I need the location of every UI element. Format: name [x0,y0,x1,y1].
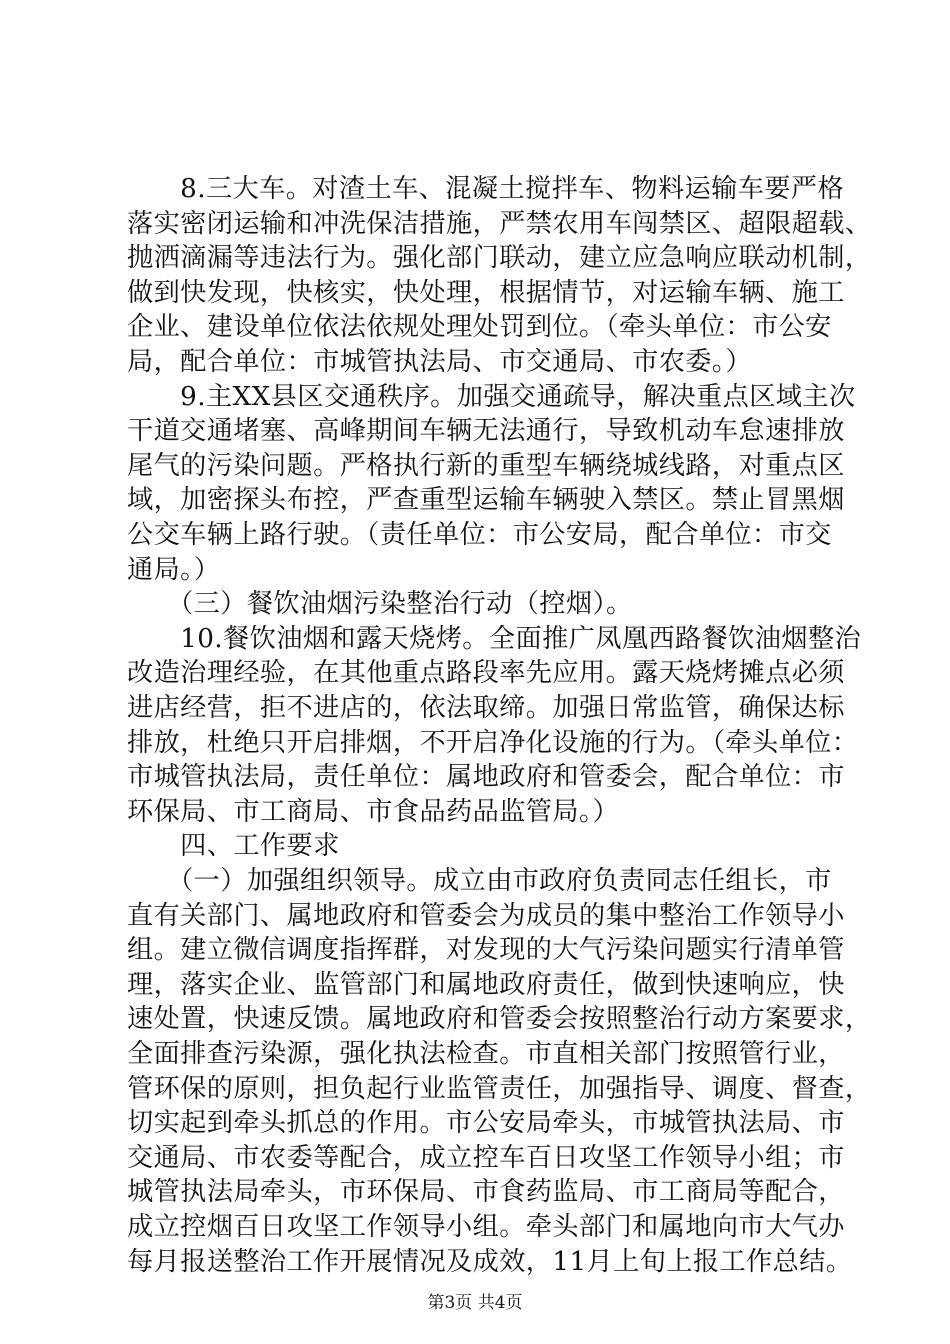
text-line: 市城管执法局，责任单位：属地政府和管委会，配合单位：市 [127,762,845,793]
text-line: 企业、建设单位依法依规处理处罚到位。（牵头单位：市公安 [127,312,832,343]
text-line: 9.主XX县区交通秩序。加强交通疏导，解决重点区域主次 [127,381,856,412]
text-line: 城管执法局牵头，市环保局、市食药监局、市工商局等配合， [127,1177,845,1208]
text-line: 局，配合单位：市城管执法局、市交通局、市农委。） [127,347,752,377]
page-number-footer: 第3页 共4页 [427,1293,523,1313]
text-line: 做到快发现，快核实，快处理，根据情节，对运输车辆、施工 [127,277,845,308]
text-line: 干道交通堵塞、高峰期间车辆无法通行，导致机动车怠速排放 [127,416,845,447]
section-heading: 四、工作要求 [127,831,340,862]
text-line: 改造治理经验，在其他重点路段率先应用。露天烧烤摊点必须 [127,658,845,689]
text-line: 排放，杜绝只开启排烟，不开启净化设施的行为。（牵头单位： [127,727,859,758]
text-line: 管环保的原则，担负起行业监管责任，加强指导、调度、督查， [127,1073,872,1104]
section-heading: （三）餐饮油烟污染整治行动（控烟）。 [127,589,633,620]
text-line: 10.餐饮油烟和露天烧烤。全面推广凤凰西路餐饮油烟整治 [127,623,862,654]
text-line: 公交车辆上路行驶。（责任单位：市公安局，配合单位：市交 [127,520,832,550]
text-line: 速处置，快速反馈。属地政府和管委会按照整治行动方案要求， [127,1004,872,1035]
text-line: 环保局、市工商局、市食品药品监管局。） [127,796,620,827]
text-line: 每月报送整治工作开展情况及成效，11月上旬上报工作总结。 [127,1246,853,1277]
text-line: 进店经营，拒不进店的，依法取缔。加强日常监管，确保达标 [127,693,845,723]
text-line: （一）加强组织领导。成立由市政府负责同志任组长，市 [127,866,832,896]
text-line: 尾气的污染问题。严格执行新的重型车辆绕城线路，对重点区 [127,450,845,481]
text-line: 抛洒滴漏等违法行为。强化部门联动，建立应急响应联动机制， [127,243,872,274]
text-line: 通局。） [127,554,221,585]
text-line: 切实起到牵头抓总的作用。市公安局牵头，市城管执法局、市 [127,1108,845,1139]
text-line: 直有关部门、属地政府和管委会为成员的集中整治工作领导小 [127,900,845,931]
text-line: 落实密闭运输和冲洗保洁措施，严禁农用车闯禁区、超限超载、 [127,208,872,239]
text-line: 8.三大车。对渣土车、混凝土搅拌车、物料运输车要严格 [127,174,845,204]
text-line: 成立控烟百日攻坚工作领导小组。牵头部门和属地向市大气办 [127,1212,845,1242]
text-line: 域，加密探头布控，严查重型运输车辆驶入禁区。禁止冒黑烟 [127,485,845,516]
text-line: 理，落实企业、监管部门和属地政府责任，做到快速响应，快 [127,969,845,1000]
text-line: 全面排查污染源，强化执法检查。市直相关部门按照管行业， [127,1039,845,1069]
text-line: 组。建立微信调度指挥群，对发现的大气污染问题实行清单管 [127,935,845,966]
text-line: 交通局、市农委等配合，成立控车百日攻坚工作领导小组；市 [127,1142,845,1173]
